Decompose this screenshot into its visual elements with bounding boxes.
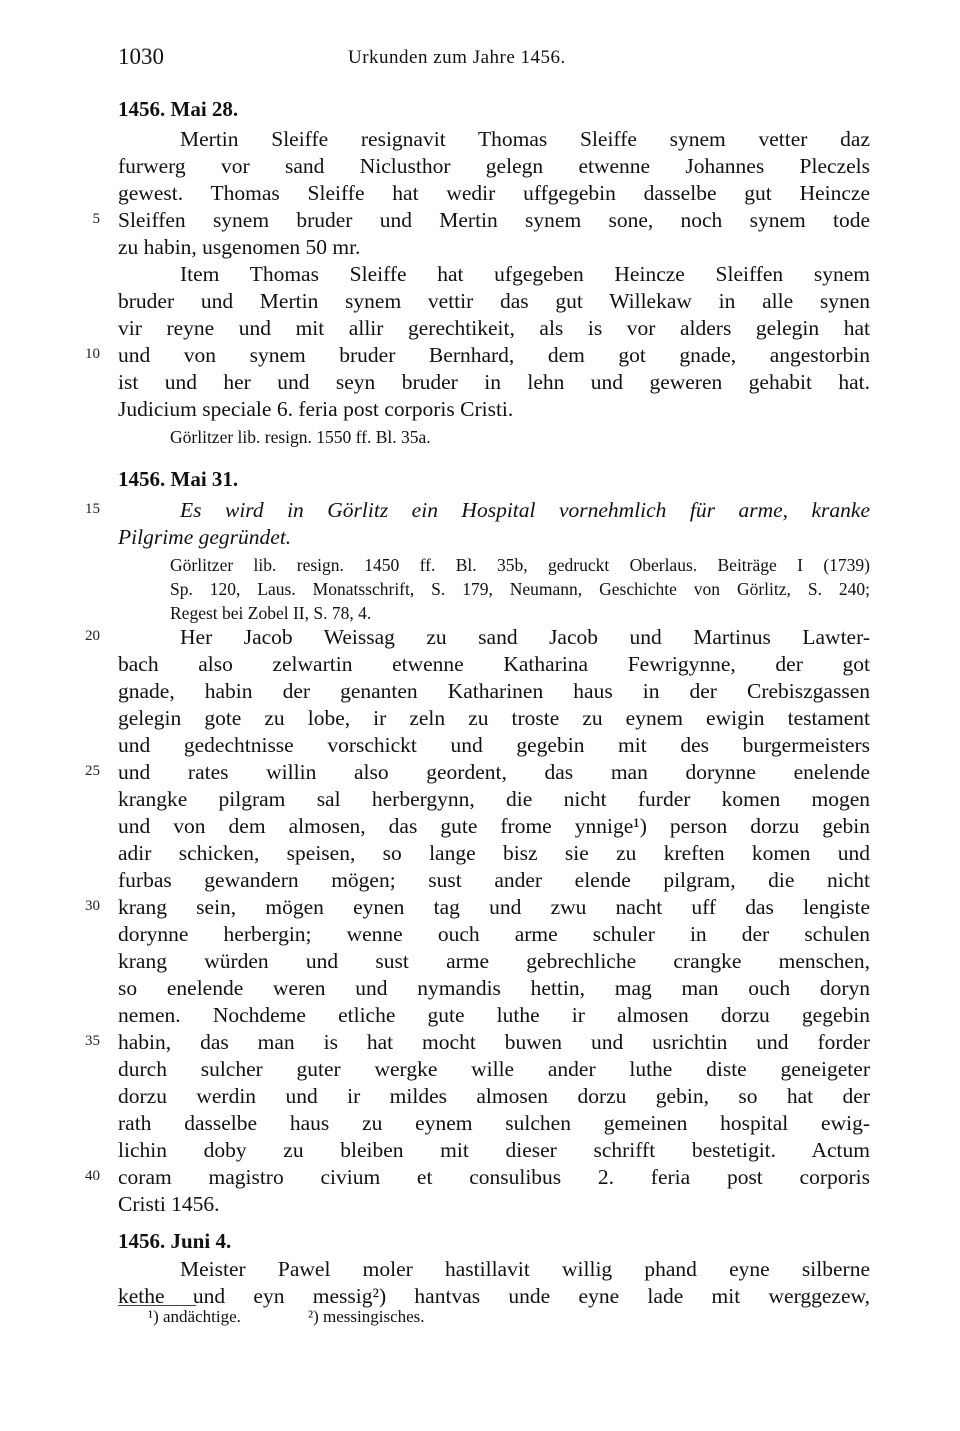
footnote-rule [118,1305,196,1306]
text-line: gelegin gote zu lobe, ir zeln zu troste zu eynem ewigin testament [118,706,870,730]
text-line: dorynne herbergin; wenne ouch arme schuler in der schulen [118,922,870,946]
text-line: Es wird in Görlitz ein Hospital vornehmlich für arme, kranke [180,498,870,522]
text-line: Meister Pawel moler hastillavit willig phand eyne silberne [180,1257,870,1281]
text-line: lichin doby zu bleiben mit dieser schrifft bestetigit. Actum [118,1138,870,1162]
running-title: Urkunden zum Jahre 1456. [348,47,566,68]
source-note-line: Görlitzer lib. resign. 1450 ff. Bl. 35b, gedruckt Oberlaus. Beiträge I (1739) [170,555,870,575]
text-line: und gedechtnisse vorschickt und gegebin mit des burgermeisters [118,733,870,757]
text-line: coram magistro civium et consulibus 2. feria post corporis [118,1165,870,1189]
text-line: kethe und eyn messig²) hantvas unde eyne lade mit werggezew, [118,1284,870,1308]
text-line: Sleiffen synem bruder und Mertin synem sone, noch synem tode [118,208,870,232]
text-line: zu habin, usgenomen 50 mr. [118,235,361,259]
text-line: Her Jacob Weissag zu sand Jacob und Martinus Lawter- [180,625,870,649]
text-line: bach also zelwartin etwenne Katharina Fewrigynne, der got [118,652,870,676]
text-line: dorzu werdin und ir mildes almosen dorzu gebin, so hat der [118,1084,870,1108]
text-line: gewest. Thomas Sleiffe hat wedir uffgegebin dasselbe gut Heincze [118,181,870,205]
text-line: gnade, habin der genanten Katharinen haus in der Crebiszgassen [118,679,870,703]
text-line: krang sein, mögen eynen tag und zwu nacht uff das lengiste [118,895,870,919]
page-number: 1030 [118,44,164,69]
text-line: und von dem almosen, das gute frome ynnige¹) person dorzu gebin [118,814,870,838]
text-line: krangke pilgram sal herbergynn, die nicht furder komen mogen [118,787,870,811]
text-line: furbas gewandern mögen; sust ander elende pilgram, die nicht [118,868,870,892]
text-line: bruder und Mertin synem vettir das gut Willekaw in alle synen [118,289,870,313]
text-line: nemen. Nochdeme etliche gute luthe ir almosen dorzu gegebin [118,1003,870,1027]
source-note-line: Sp. 120, Laus. Monatsschrift, S. 179, Neumann, Geschichte von Görlitz, S. 240; [170,579,870,599]
text-line: vir reyne und mit allir gerechtikeit, als is vor alders gelegin hat [118,316,870,340]
page-header [118,44,870,74]
line-number: 10 [85,346,100,362]
text-line: Mertin Sleiffe resignavit Thomas Sleiffe synem vetter daz [180,127,870,151]
footnote-2: ²) messingisches. [308,1307,425,1326]
entry-date: 1456. Mai 31. [118,467,239,491]
text-line: rath dasselbe haus zu eynem sulchen gemeinen hospital ewig- [118,1111,870,1135]
text-line: krang würden und sust arme gebrechliche crangke menschen, [118,949,870,973]
line-number: 15 [85,501,100,517]
entry-date: 1456. Juni 4. [118,1229,232,1253]
text-line: Item Thomas Sleiffe hat ufgegeben Heincze Sleiffen synem [180,262,870,286]
text-line: Cristi 1456. [118,1192,220,1216]
text-line: ist und her und seyn bruder in lehn und geweren gehabit hat. [118,370,870,394]
text-line: adir schicken, speisen, so lange bisz sie zu kreften komen und [118,841,870,865]
line-number: 5 [92,211,100,227]
source-note-line: Görlitzer lib. resign. 1550 ff. Bl. 35a. [170,427,431,447]
text-line: und von synem bruder Bernhard, dem got gnade, angestorbin [118,343,870,367]
text-line: durch sulcher guter wergke wille ander luthe diste geneigeter [118,1057,870,1081]
line-number: 30 [85,898,100,914]
footnote-1: ¹) andächtige. [148,1307,241,1326]
line-number: 35 [85,1033,100,1049]
line-number: 25 [85,763,100,779]
line-number: 20 [85,628,100,644]
text-line: habin, das man is hat mocht buwen und usrichtin und forder [118,1030,870,1054]
footnotes [148,1307,425,1327]
line-number: 40 [85,1168,100,1184]
text-line: Pilgrime gegründet. [118,525,292,549]
text-line: furwerg vor sand Niclusthor gelegn etwenne Johannes Pleczels [118,154,870,178]
text-line: und rates willin also geordent, das man dorynne enelende [118,760,870,784]
text-line: so enelende weren und nymandis hettin, mag man ouch doryn [118,976,870,1000]
source-note-line: Regest bei Zobel II, S. 78, 4. [170,603,372,623]
entry-date: 1456. Mai 28. [118,97,239,121]
text-line: Judicium speciale 6. feria post corporis Cristi. [118,397,514,421]
